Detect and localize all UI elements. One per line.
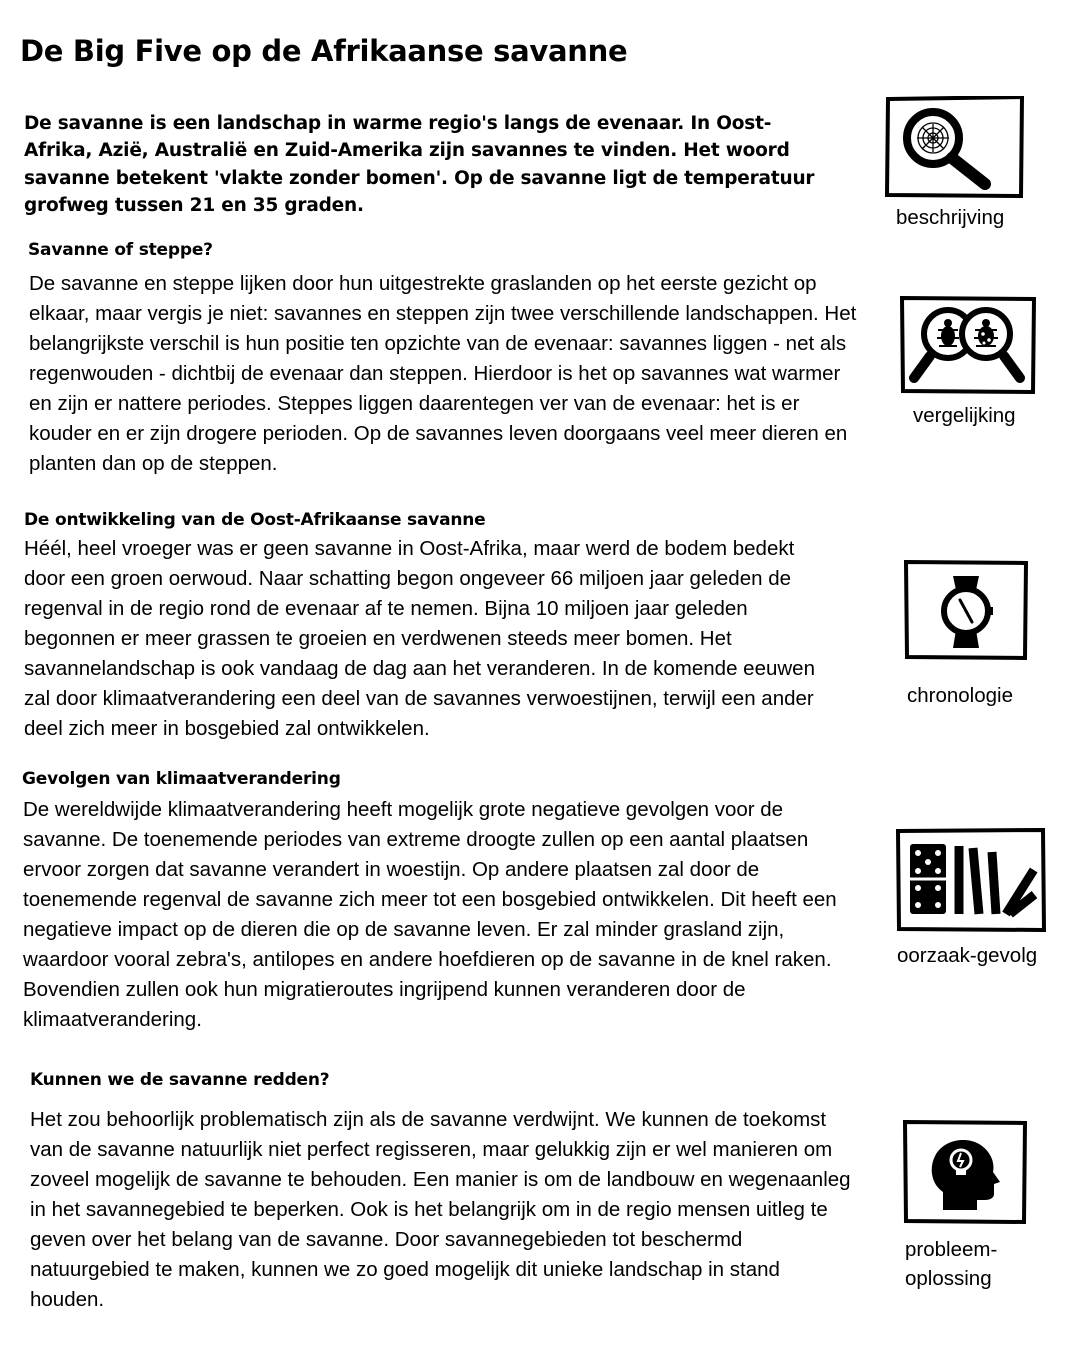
section-text-redden: Het zou behoorlijk problematisch zijn als de savanne verdwijnt. We kunnen de toekomst van de savanne natuurlijk niet perfect regisseren, maar gelukkig zijn er wel manieren om zoveel mogelijk de savanne te behouden. Een manier is om de landbouw en wegenaanleg in het savannegebied te beperken. Ook is het belangrijk om in de regio mensen uitleg te geven over het belang van de savanne. Door savannegebieden tot beschermd natuurgebied te maken, kunnen we zo goed mogelijk dit unieke landschap in stand houden. (30, 1108, 851, 1311)
magnifier-web-icon (885, 96, 1025, 198)
domino-icon (896, 828, 1046, 932)
page-title: De Big Five op de Afrikaanse savanne (20, 34, 628, 68)
section-heading-savanne-steppe: Savanne of steppe? (28, 240, 213, 260)
intro-paragraph: De savanne is een landschap in warme regio's langs de evenaar. In Oost-Afrika, Azië, Australië en Zuid-Amerika zijn savannes te vinden. Het woord savanne betekent 'vlakte zonder bomen'. Op de savanne ligt de temperatuur grofweg tussen 21 en 35 graden. (24, 113, 815, 216)
section-heading-ontwikkeling: De ontwikkeling van de Oost-Afrikaanse savanne (24, 510, 486, 530)
icon-label-beschrijving: beschrijving (896, 206, 1005, 229)
watch-icon (904, 560, 1028, 660)
section-text-ontwikkeling: Héél, heel vroeger was er geen savanne in Oost-Afrika, maar werd de bodem bedekt door een groen oerwoud. Naar schatting begon ongeveer 66 miljoen jaar geleden de regenval in de regio rond de evenaar af te nemen. Bijna 10 miljoen jaar geleden begonnen er meer grassen te groeien en verdwenen steeds meer bomen. Het savannelandschap is ook vandaag de dag aan het veranderen. In de komende eeuwen zal door klimaatverandering een deel van de savannes verwoestijnen, terwijl een ander deel zich meer in bosgebied zal ontwikkelen. (24, 537, 815, 740)
section-heading-gevolgen: Gevolgen van klimaatverandering (22, 769, 341, 789)
section-heading-redden: Kunnen we de savanne redden? (30, 1070, 330, 1090)
icon-label-vergelijking: vergelijking (913, 404, 1016, 427)
icon-label-oorzaak-gevolg: oorzaak-gevolg (897, 944, 1038, 967)
icon-label-probleem-oplossing: probleem- oplossing (905, 1238, 998, 1290)
section-text-savanne-steppe: De savanne en steppe lijken door hun uitgestrekte graslanden op het eerste gezicht op elkaar, maar vergis je niet: savannes en steppen zijn twee verschillende landschappen. Het belangrijkste verschil is hun positie ten opzichte van de evenaar: savannes liggen - net als regenwouden - dichtbij de evenaar dan steppen. Hierdoor is het op savannes wat warmer en zijn er nattere periodes. Steppes liggen daarentegen ver van de evenaar: het is er kouder en er zijn drogere perioden. Op de savannes leven doorgaans veel meer dieren en planten dan op de steppen. (29, 272, 857, 475)
head-lightbulb-icon (903, 1120, 1027, 1224)
compare-magnifiers-icon (900, 296, 1036, 394)
section-text-gevolgen: De wereldwijde klimaatverandering heeft mogelijk grote negatieve gevolgen voor de savanne. De toenemende periodes van extreme droogte zullen op een aantal plaatsen ervoor zorgen dat savanne verandert in woestijn. Op andere plaatsen zal door de toenemende regenval de savanne zich meer tot een bosgebied ontwikkelen. Dit heeft een negatieve impact op de dieren die op de savanne leven. Er zal minder grasland zijn, waardoor vooral zebra's, antilopes en andere hoefdieren op de savanne in de knel raken. Bovendien zullen ook hun migratieroutes ingrijpend kunnen veranderen door de klimaatverandering. (23, 798, 837, 1031)
icon-label-chronologie: chronologie (907, 684, 1013, 707)
